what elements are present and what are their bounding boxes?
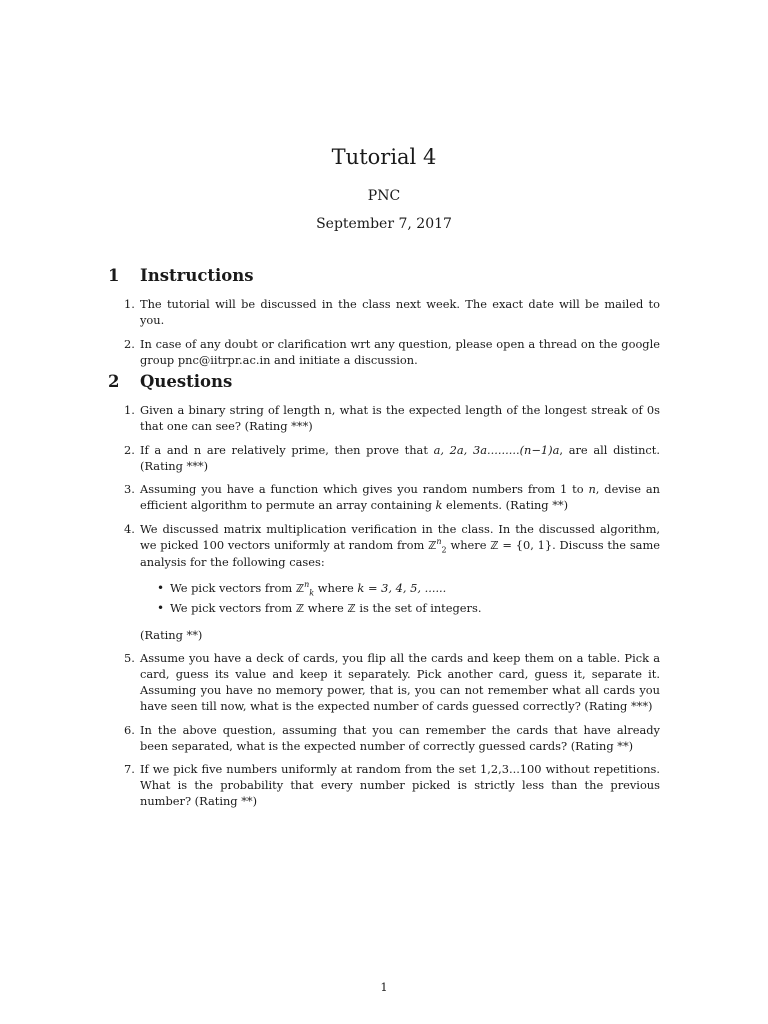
bullet-item — [170, 600, 660, 617]
questions-list — [124, 402, 661, 817]
bullet-item — [170, 580, 660, 597]
superscript: n — [304, 579, 310, 589]
list-item — [124, 402, 660, 434]
integer-set-symbol: ℤ — [347, 601, 356, 615]
item-text: = {0, 1}. Discuss the same analysis for the following cases: — [140, 537, 661, 569]
list-item — [124, 761, 660, 809]
math-expression: a, 2a, 3a.........(n−1)a — [433, 442, 560, 457]
item-text: We pick vectors from — [170, 580, 296, 595]
section-title: Questions — [140, 372, 233, 391]
math-expression: k = 3, 4, 5, ...... — [357, 580, 447, 595]
page-number: 1 — [380, 980, 388, 994]
instructions-list — [124, 296, 660, 376]
item-marker: 1. — [124, 403, 135, 417]
document-author: PNC — [367, 188, 401, 204]
superscript: n — [436, 536, 442, 546]
list-item — [124, 722, 660, 754]
section-heading-instructions — [108, 266, 254, 285]
integer-set-symbol: ℤ — [295, 581, 305, 595]
item-text: If a and n are relatively prime, then prove that — [140, 442, 434, 457]
list-item — [124, 481, 660, 513]
section-number: 1 — [108, 266, 120, 285]
item-text: , devise an efficient algorithm to permute an array containing — [140, 482, 660, 512]
item-text: elements. (Rating **) — [442, 498, 569, 512]
list-item — [124, 442, 660, 474]
item-marker: 5. — [124, 651, 135, 665]
integer-set-symbol: ℤ — [428, 538, 437, 552]
list-item — [124, 521, 661, 643]
subscript: k — [309, 587, 315, 597]
item-text: Given a binary string of length n, what is the expected length of the longest streak of 0s that one can see? (Rating ***) — [140, 403, 660, 433]
item-text: In the above question, assuming that you can remember the cards that have already been separated, what is the expected number of correctly guessed cards? (Rating **) — [140, 722, 660, 753]
item-marker: 2. — [124, 337, 135, 351]
item-text: Assume you have a deck of cards, you flip all the cards and keep them on a table. Pick a card, guess its value and keep it separately. Pick another card, guess it, separate it. Assuming you have no memory power, that is, you can not remember what all cards you have seen till now, what is the expected number of cards guessed correctly? (Rating ***) — [140, 651, 660, 713]
integer-set-symbol: ℤ — [490, 538, 499, 552]
item-text: We discussed matrix multiplication verification in the class. In the discussed algorithm, we picked 100 vectors uniformly at random from — [140, 521, 660, 552]
list-item — [124, 336, 660, 368]
section-title: Instructions — [140, 266, 254, 285]
item-marker: 1. — [124, 297, 135, 311]
item-text: Assuming you have a function which gives you random numbers from 1 to — [140, 482, 589, 496]
bullet-list — [140, 580, 660, 617]
rating-text: (Rating **) — [140, 627, 203, 642]
item-marker: 7. — [124, 762, 135, 776]
section-heading-questions — [108, 372, 232, 391]
list-item — [124, 296, 660, 328]
item-text: The tutorial will be discussed in the class next week. The exact date will be mailed to you. — [140, 297, 660, 327]
item-text: If we pick five numbers uniformly at random from the set 1,2,3...100 without repetitions. What is the probability that every number picked is strictly less than the previous number? (Rating **) — [140, 762, 660, 808]
document-date: September 7, 2017 — [316, 216, 452, 232]
document-title: Tutorial 4 — [331, 145, 437, 169]
item-marker: 4. — [124, 521, 135, 536]
item-text: where — [446, 537, 491, 552]
item-text: We pick vectors from — [170, 600, 296, 615]
item-text: where — [304, 600, 348, 615]
item-marker: 3. — [124, 482, 135, 496]
item-text: In case of any doubt or clarification wrt any question, please open a thread on the google group pnc@iitrpr.ac.in and initiate a discussion. — [140, 337, 660, 367]
list-item — [124, 650, 660, 714]
item-text: , are all distinct. (Rating ***) — [140, 442, 660, 473]
math-variable: n — [588, 482, 596, 496]
subscript: 2 — [441, 544, 447, 554]
integer-set-symbol: ℤ — [295, 601, 305, 615]
item-marker: 6. — [124, 722, 135, 737]
item-text: is the set of integers. — [355, 600, 482, 615]
item-text: where — [314, 580, 358, 595]
math-variable: k — [435, 498, 443, 512]
item-marker: 2. — [124, 442, 135, 457]
section-number: 2 — [108, 372, 120, 391]
